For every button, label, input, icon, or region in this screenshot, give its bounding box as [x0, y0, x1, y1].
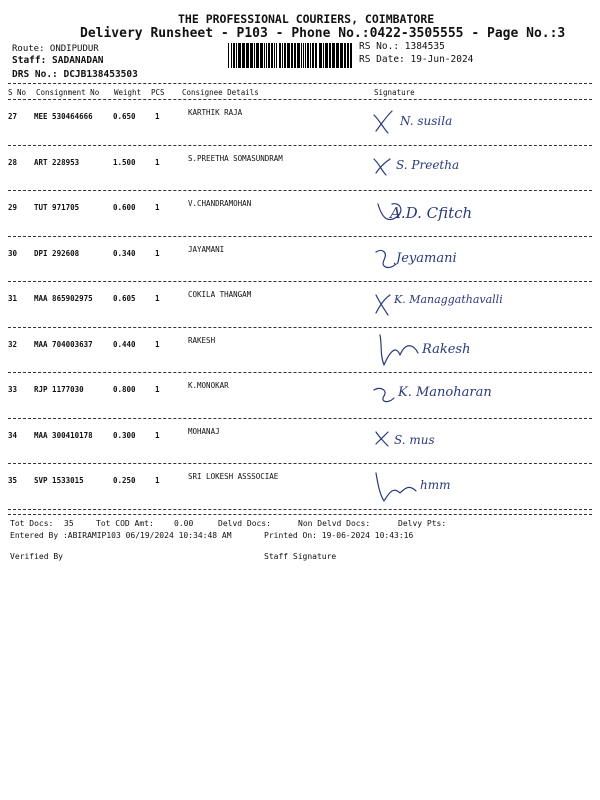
signature-image: [370, 149, 570, 189]
row-consignment-no: DPI 292608: [34, 248, 80, 258]
row-weight: 0.300: [113, 430, 136, 440]
signature-image: [370, 376, 570, 416]
col-header-consignee: Consignee Details: [182, 88, 259, 97]
signature-text: Rakesh: [422, 341, 471, 357]
row-consignee: V.CHANDRAMOHAN: [188, 199, 252, 208]
signature-text: A.D. Cfitch: [390, 204, 473, 222]
non-delvd-docs-label: Non Delvd Docs:: [298, 519, 371, 528]
row-pcs: 1: [155, 294, 160, 303]
row-pcs: 1: [155, 339, 160, 349]
staff-signature-label: Staff Signature: [264, 552, 337, 561]
tot-cod-label: Tot COD Amt:: [96, 519, 154, 528]
tot-docs-value: 35: [64, 519, 74, 528]
row-separator: [8, 281, 592, 282]
footer-rule: [8, 514, 592, 515]
row-sno: 33: [8, 385, 18, 394]
row-separator: [8, 418, 592, 419]
row-weight: 0.605: [113, 294, 136, 303]
row-separator: [8, 236, 592, 237]
row-weight: 0.440: [113, 339, 136, 349]
row-weight: 0.650: [113, 112, 136, 121]
rs-date: RS Date: 19-Jun-2024: [359, 54, 474, 65]
col-header-consignment: Consignment No: [36, 88, 100, 97]
row-sno: 32: [8, 339, 18, 349]
row-sno: 28: [8, 157, 18, 167]
tot-docs-label: Tot Docs:: [10, 519, 54, 528]
header-top-rule: [8, 83, 592, 84]
signature-text: N. susila: [400, 114, 453, 128]
company-title: THE PROFESSIONAL COURIERS, COIMBATORE: [178, 12, 435, 26]
staff-label: Staff: SADANADAN: [12, 55, 104, 66]
row-sno: 34: [8, 430, 18, 440]
signature-image: [370, 331, 570, 371]
row-weight: 0.340: [113, 248, 136, 258]
signature-text: hmm: [420, 478, 451, 492]
row-pcs: 1: [155, 476, 160, 485]
signature-text: K. Manoharan: [398, 385, 492, 400]
row-pcs: 1: [155, 430, 160, 440]
row-separator: [8, 145, 592, 146]
signature-image: [370, 422, 570, 462]
row-separator: [8, 463, 592, 464]
row-pcs: 1: [155, 112, 160, 121]
row-sno: 27: [8, 112, 18, 121]
row-consignee: KARTHIK RAJA: [188, 108, 243, 117]
row-consignee: K.MONOKAR: [188, 381, 229, 390]
tot-cod-value: 0.00: [174, 519, 194, 528]
row-consignee: SRI LOKESH ASSSOCIAE: [188, 472, 279, 481]
col-header-signature: Signature: [374, 88, 415, 97]
row-pcs: 1: [155, 385, 160, 394]
barcode-image: [228, 43, 352, 68]
route-label: Route: ONDIPUDUR: [12, 44, 99, 54]
row-consignment-no: ART 228953: [34, 157, 80, 167]
row-consignment-no: MAA 300410178: [34, 430, 93, 440]
verified-by-label: Verified By: [10, 552, 63, 561]
delvd-docs-label: Delvd Docs:: [218, 519, 271, 528]
header-bottom-rule: [8, 99, 592, 100]
col-header-pcs: PCS: [151, 88, 165, 97]
signature-image: [370, 194, 570, 234]
row-separator: [8, 327, 592, 328]
row-weight: 0.250: [113, 476, 136, 485]
row-weight: 0.800: [113, 385, 136, 394]
row-sno: 35: [8, 476, 18, 485]
row-consignment-no: RJP 1177030: [34, 385, 84, 394]
delvy-pts-label: Delvy Pts:: [398, 519, 447, 528]
signature-text: K. Managgathavalli: [394, 293, 503, 306]
row-sno: 31: [8, 294, 18, 303]
signature-image: [370, 467, 570, 507]
row-consignee: RAKESH: [188, 335, 216, 345]
col-header-weight: Weight: [114, 88, 142, 97]
row-separator: [8, 190, 592, 191]
row-pcs: 1: [155, 248, 160, 258]
row-consignment-no: SVP 1533015: [34, 476, 84, 485]
drs-number: DRS No.: DCJB138453503: [12, 69, 138, 80]
row-consignment-no: MAA 865902975: [34, 294, 93, 303]
signature-text: S. Preetha: [396, 157, 460, 172]
row-sno: 29: [8, 203, 18, 212]
signature-text: Jeyamani: [396, 250, 457, 266]
row-consignee: COKILA THANGAM: [188, 290, 252, 299]
row-separator: [8, 509, 592, 510]
row-weight: 1.500: [113, 157, 136, 167]
row-sno: 30: [8, 248, 18, 258]
row-consignment-no: MEE 530464666: [34, 112, 93, 121]
runsheet-title: Delivery Runsheet - P103 - Phone No.:0422-3505555 - Page No.:3: [80, 26, 566, 41]
printed-on: Printed On: 19-06-2024 10:43:16: [264, 531, 414, 540]
row-separator: [8, 372, 592, 373]
row-pcs: 1: [155, 203, 160, 212]
signature-image: [370, 103, 570, 143]
row-consignee: MOHANAJ: [188, 426, 220, 436]
row-consignee: S.PREETHA SOMASUNDRAM: [188, 153, 283, 163]
signature-text: S. mus: [394, 432, 435, 447]
row-consignee: JAYAMANI: [188, 244, 225, 254]
row-consignment-no: TUT 971705: [34, 203, 80, 212]
entered-by: Entered By :ABIRAMIP103 06/19/2024 10:34:48 AM: [10, 531, 232, 540]
row-consignment-no: MAA 704003637: [34, 339, 93, 349]
col-header-sno: S No: [8, 88, 27, 97]
row-weight: 0.600: [113, 203, 136, 212]
signature-image: [370, 285, 570, 325]
rs-number: RS No.: 1384535: [359, 41, 445, 52]
row-pcs: 1: [155, 157, 160, 167]
signature-image: [370, 240, 570, 280]
